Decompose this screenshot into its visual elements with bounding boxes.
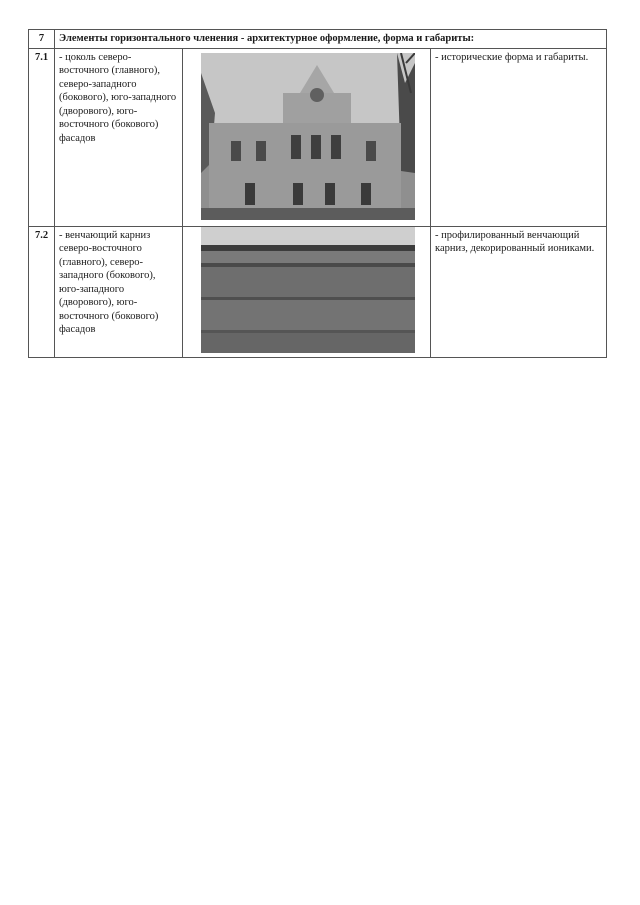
section-title: Элементы горизонтального членения - архитектурное оформление, форма и габариты: [55,30,607,49]
table-row [29,226,607,357]
element-description: - цоколь северо-восточного (главного), северо-западного (бокового), юго-западного (дворового), юго-восточного (бокового) фасадов [55,48,183,226]
row-number: 7.2 [29,226,55,357]
protection-description: - исторические форма и габариты. [431,48,607,226]
photo-cell [183,48,431,226]
facade-photo [201,53,415,220]
element-description: - венчающий карниз северо-восточного (главного), северо-западного (бокового), юго-западного (дворового), юго-восточного (бокового) фасадов [55,226,183,357]
cornice-photo [201,227,415,353]
row-number: 7.1 [29,48,55,226]
section-header-row [29,30,607,49]
section-number: 7 [29,30,55,49]
protection-description: - профилированный венчающий карниз, декорированный иониками. [431,226,607,357]
table-row [29,48,607,226]
photo-cell [183,226,431,357]
protection-subject-table [28,29,607,358]
